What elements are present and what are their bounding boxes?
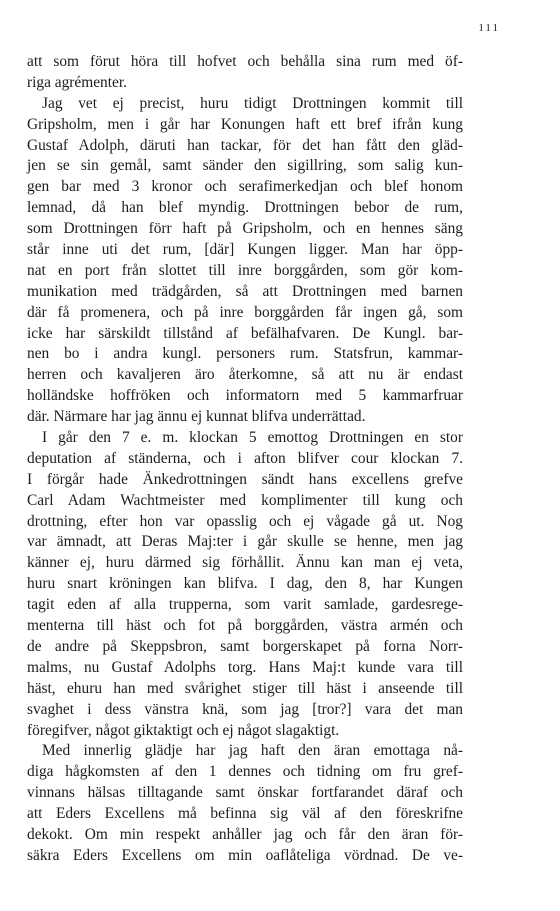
text-line: nat en port från slottet till inre borggården, som gör kom- <box>27 261 463 279</box>
text-line: Carl Adam Wachtmeister med komplimenter till kung och <box>27 491 463 509</box>
text-line: känner ej, huru därmed sig förhållit. Ännu kan man ej veta, <box>27 554 463 572</box>
text-line: de andre på Skeppsbron, samt borgerskapet på forna Norr- <box>27 637 463 655</box>
text-line: Gripsholm, men i går har Konungen haft ett bref ifrån kung <box>27 115 463 133</box>
text-line: dekokt. Om min respekt anhåller jag och får den äran för- <box>27 825 463 843</box>
text-line: Gustaf Adolph, däruti han tackar, för det han fått den gläd- <box>27 136 463 154</box>
text-line: Jag vet ej precist, huru tidigt Drottningen kommit till <box>42 94 463 112</box>
text-line: var ämnadt, att Deras Maj:ter i går skulle se henne, men jag <box>27 533 463 551</box>
text-line: diga hågkomsten af den 1 dennes och tidning om fru gref- <box>27 763 463 781</box>
text-line: herren och kavaljeren äro återkomne, så att nu är endast <box>27 366 463 384</box>
text-line: nen bo i andra kungl. personers rum. Statsfrun, kammar- <box>27 345 463 363</box>
text-line: som Drottningen förr haft på Gripsholm, och en hennes säng <box>27 220 463 238</box>
body-text <box>27 52 463 867</box>
page-number: 111 <box>478 22 500 34</box>
text-line: där. Närmare har jag ännu ej kunnat blifva underrättad. <box>27 408 366 426</box>
text-line: icke har särskildt tillstånd af befälhafvaren. De Kungl. bar- <box>27 324 463 342</box>
text-line: jen se sin gemål, samt sänder den sigillring, som salig kun- <box>27 157 463 175</box>
text-line: drottning, efter hon var opasslig och ej vågade gå ut. Nog <box>27 512 463 530</box>
text-line: I går den 7 e. m. klockan 5 emottog Drottningen en stor <box>42 429 463 447</box>
text-line: huru snart kröningen kan blifva. I dag, den 8, har Kungen <box>27 575 463 593</box>
text-line: häst, ehuru han med svårighet stiger till häst i anseende till <box>27 679 463 697</box>
text-line: där få promenera, och på inre borggården får ingen gå, som <box>27 303 463 321</box>
text-line: gen bar med 3 kronor och serafimerkedjan och blef honom <box>27 178 463 196</box>
text-line: vinnans hälsas tilltagande samt önskar fortfarandet däraf och <box>27 784 463 802</box>
text-line: står inne uti det rum, [där] Kungen ligger. Man har öpp- <box>27 241 463 259</box>
text-line: menterna till häst och fot på borggården, västra armén och <box>27 617 463 635</box>
text-line: munikation med trädgården, så att Drottningen med barnen <box>27 282 463 300</box>
text-line: malms, nu Gustaf Adolphs torg. Hans Maj:t kunde vara till <box>27 658 463 676</box>
text-line: svaghet i dess vänstra knä, som jag [tror?] vara det man <box>27 700 463 718</box>
text-line: att Eders Excellens må befinna sig väl af den föreskrifne <box>27 805 463 823</box>
text-line: föregifver, något giktaktigt och ej något slagaktigt. <box>27 721 340 739</box>
text-line: I förgår hade Änkedrottningen sändt hans excellens grefve <box>27 470 463 488</box>
text-line: lemnad, då han blef myndig. Drottningen bebor de rum, <box>27 199 463 217</box>
text-line: riga agrémenter. <box>27 73 127 91</box>
text-line: säkra Eders Excellens om min oaflåteliga vördnad. De ve- <box>27 846 463 864</box>
text-line: tagit eden af alla trupperna, som varit samlade, gardesrege- <box>27 596 463 614</box>
text-line: deputation af ständerna, och i afton blifver cour klockan 7. <box>27 449 463 467</box>
text-line: Med innerlig glädje har jag haft den äran emottaga nå- <box>42 742 463 760</box>
text-line: att som förut höra till hofvet och behålla sina rum med öf- <box>27 53 463 70</box>
text-line: holländske hoffröken och informatorn med 5 kammarfruar <box>27 387 463 405</box>
